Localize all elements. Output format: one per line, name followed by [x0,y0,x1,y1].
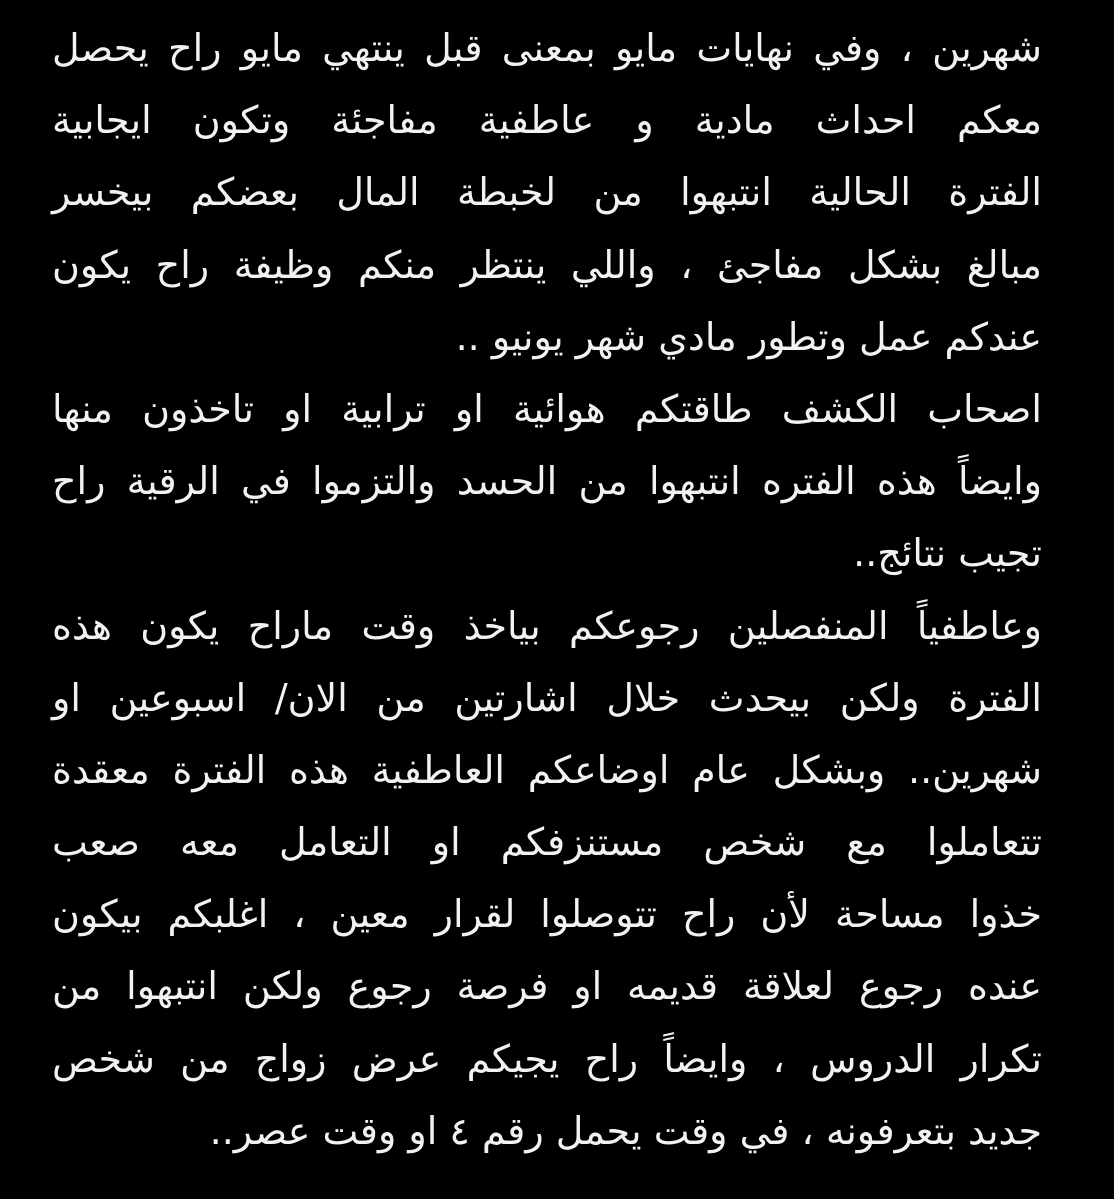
text-line-14: عنده رجوع لعلاقة قديمه او فرصة رجوع ولكن انتبهوا من [52,964,1042,1009]
arabic-text-block [52,12,1042,1167]
text-line-2: معكم احداث مادية و عاطفية مفاجئة وتكون ايجابية [52,98,1042,143]
text-line-10: الفترة ولكن بيحدث خلال اشارتين من الان/ اسبوعين او [52,675,1042,720]
text-line-8: تجيب نتائج.. [853,531,1042,576]
text-line-12: تتعاملوا مع شخص مستنزفكم او التعامل معه صعب [52,820,1042,865]
text-line-4: مبالغ بشكل مفاجئ ، واللي ينتظر منكم وظيفة راح يكون [52,242,1042,287]
text-line-1: شهرين ، وفي نهايات مايو بمعنى قبل ينتهي مايو راح يحصل [52,26,1042,70]
text-line-7: وايضاً هذه الفتره انتبهوا من الحسد والتزموا في الرقية راح [52,459,1042,504]
text-line-16: جديد بتعرفونه ، في وقت يحمل رقم ٤ او وقت عصر.. [209,1108,1042,1153]
text-line-3: الفترة الحالية انتبهوا من لخبطة المال بعضكم بيخسر [52,170,1042,215]
text-line-6: اصحاب الكشف طاقتكم هوائية او ترابية او تاخذون منها [52,386,1042,431]
text-line-11: شهرين.. وبشكل عام اوضاعكم العاطفية هذه الفترة معقدة [52,747,1042,792]
text-line-9: وعاطفياً المنفصلين رجوعكم بياخذ وقت ماراح يكون هذه [52,603,1042,648]
text-line-13: خذوا مساحة لأن راح تتوصلوا لقرار معين ، اغلبكم بيكون [52,892,1042,937]
text-line-5: عندكم عمل وتطور مادي شهر يونيو .. [455,314,1042,359]
text-line-15: تكرار الدروس ، وايضاً راح يجيكم عرض زواج من شخص [52,1036,1042,1081]
